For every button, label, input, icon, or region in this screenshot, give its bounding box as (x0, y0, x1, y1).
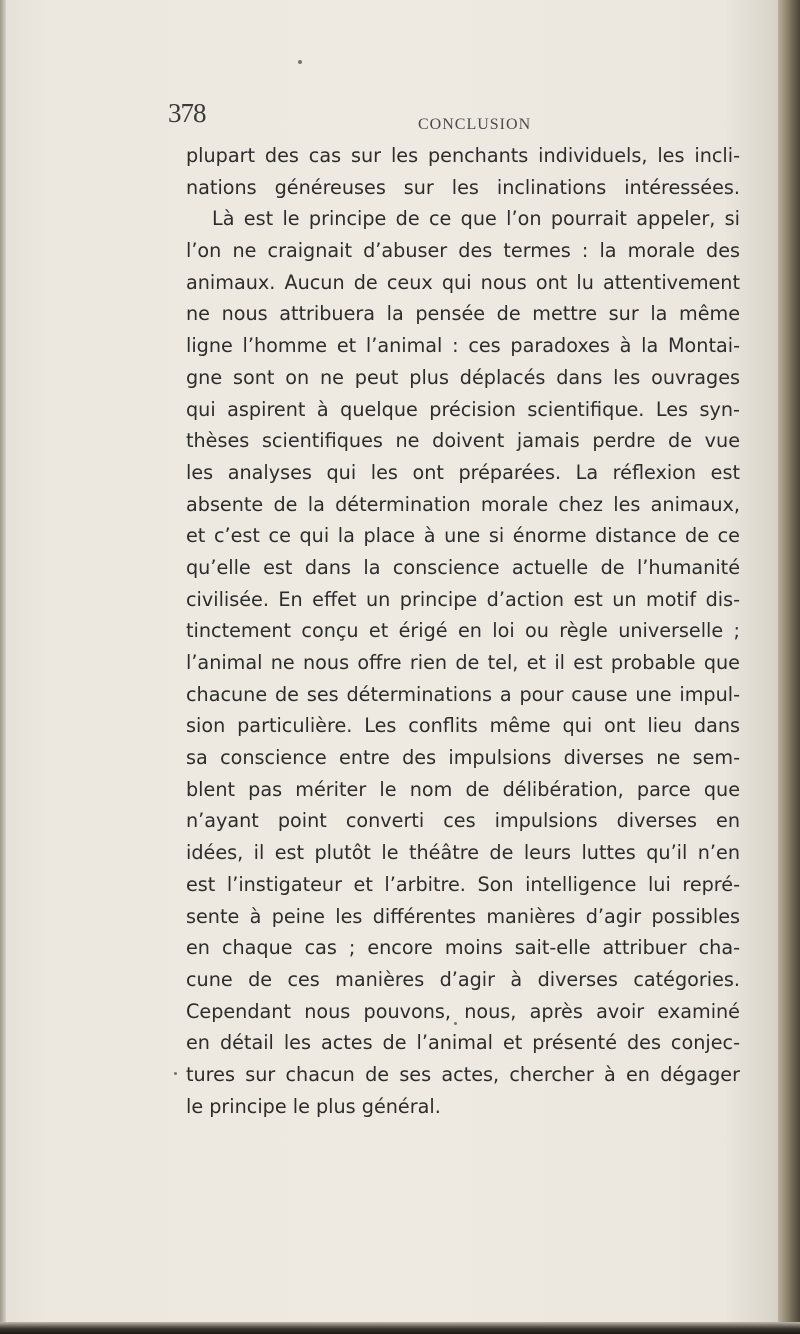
text-line: est l’instigateur et l’arbitre. Son intelligence lui repré- (186, 872, 740, 896)
text-line: plupart des cas sur les penchants individuels, les incli- (186, 144, 740, 167)
text-line: n’ayant point converti ces impulsions diverses en (186, 809, 740, 833)
text-line: sion particulière. Les conflits même qui ont lieu dans (186, 714, 740, 738)
text-line: en chaque cas ; encore moins sait-elle attribuer cha- (186, 936, 740, 960)
speck (298, 60, 302, 64)
text-line: le principe le plus général. (186, 1094, 441, 1118)
text-line: chacune de ses déterminations a pour cause une impul- (186, 682, 740, 706)
text-line: l’on ne craignait d’abuser des termes : la morale des (186, 239, 740, 263)
text-line: qui aspirent à quelque précision scientifique. Les syn- (186, 397, 740, 421)
text-line: l’animal ne nous offre rien de tel, et il est probable que (186, 651, 740, 674)
text-line: qu’elle est dans la conscience actuelle de l’humanité (186, 555, 740, 579)
text-line: tinctement conçu et érigé en loi ou règle universelle ; (186, 619, 740, 643)
text-line: ne nous attribuera la pensée de mettre sur la même (186, 302, 740, 326)
text-line: ligne l’homme et l’animal : ces paradoxes à la Montai- (186, 334, 740, 358)
page-bottom-edge (0, 1322, 800, 1334)
running-head: CONCLUSION (418, 116, 532, 133)
text-line: blent pas mériter le nom de délibération, parce que (186, 777, 740, 801)
text-line: animaux. Aucun de ceux qui nous ont lu attentivement (186, 270, 740, 294)
text-line: tures sur chacun de ses actes, chercher à en dégager (186, 1062, 740, 1086)
text-line: et c’est ce qui la place à une si énorme distance de ce (186, 524, 740, 548)
page-left-edge (0, 0, 6, 1334)
text-line: idées, il est plutôt le théâtre de leurs luttes qu’il n’en (186, 841, 740, 865)
text-line: thèses scientifiques ne doivent jamais perdre de vue (186, 429, 740, 453)
page-number: 378 (168, 98, 206, 128)
text-line: en détail les actes de l’animal et présenté des conjec- (186, 1031, 740, 1055)
text-line: nations généreuses sur les inclinations intéressées. (186, 175, 740, 199)
body-text (186, 140, 740, 1122)
speck (174, 1072, 177, 1075)
text-line: absente de la détermination morale chez les animaux, (186, 492, 740, 516)
page-header (168, 98, 748, 138)
text-line: gne sont on ne peut plus déplacés dans les ouvrages (186, 365, 740, 389)
text-line: cune de ces manières d’agir à diverses catégories. (186, 967, 740, 991)
text-line: sa conscience entre des impulsions diverses ne sem- (186, 746, 740, 770)
text-line: Cependant nous pouvons, nous, après avoir examiné (186, 999, 740, 1023)
text-line: sente à peine les différentes manières d’agir possibles (186, 904, 740, 928)
book-spine-edge (778, 0, 800, 1334)
text-line: Là est le principe de ce que l’on pourrait appeler, si (212, 207, 740, 231)
text-line: civilisée. En effet un principe d’action est un motif dis- (186, 587, 740, 611)
text-line: les analyses qui les ont préparées. La réflexion est (186, 460, 740, 484)
